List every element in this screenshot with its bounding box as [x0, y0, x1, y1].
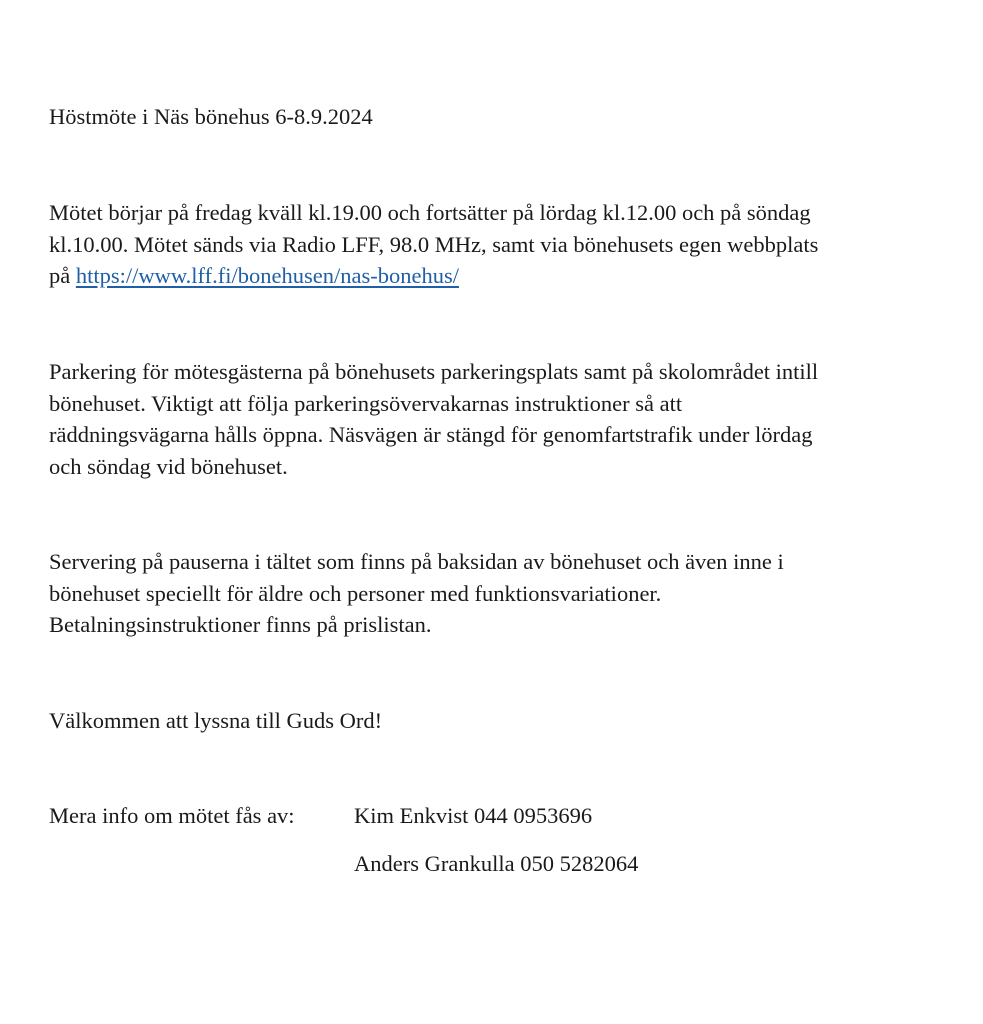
paragraph-line: Parkering för mötesgästerna på bönehusets parkeringsplats samt på skolområdet intill — [49, 359, 819, 384]
paragraph-line: bönehuset speciellt för äldre och personer med funktionsvariationer. — [49, 580, 662, 606]
contact-person-2: Anders Grankulla 050 5282064 — [354, 851, 639, 876]
document-title: Höstmöte i Näs bönehus 6-8.9.2024 — [49, 104, 373, 129]
paragraph-serving — [49, 546, 784, 641]
paragraph-line — [49, 260, 818, 292]
paragraph-line: bönehuset. Viktigt att följa parkeringsövervakarnas instruktioner så att — [49, 390, 683, 416]
contact-label: Mera info om mötet fås av: — [49, 803, 295, 828]
paragraph-line: räddningsvägarna hålls öppna. Näsvägen är stängd för genomfartstrafik under lördag — [49, 422, 813, 447]
paragraph-line: och söndag vid bönehuset. — [49, 453, 288, 479]
paragraph-line: kl.10.00. Mötet sänds via Radio LFF, 98.0 MHz, samt via bönehusets egen webbplats — [49, 231, 819, 257]
paragraph-meeting-times — [49, 197, 818, 292]
link-prefix: på — [49, 263, 76, 288]
paragraph-line: Servering på pauserna i tältet som finns på baksidan av bönehuset och även inne i — [49, 549, 784, 574]
paragraph-parking — [49, 356, 818, 482]
paragraph-line: Betalningsinstruktioner finns på prislistan. — [49, 612, 432, 637]
webpage-link[interactable]: https://www.lff.fi/bonehusen/nas-bonehus/ — [75, 263, 459, 288]
contact-person-1: Kim Enkvist 044 0953696 — [354, 803, 593, 828]
welcome-text: Välkommen att lyssna till Guds Ord! — [49, 708, 383, 733]
paragraph-line: Mötet börjar på fredag kväll kl.19.00 och fortsätter på lördag kl.12.00 och på söndag — [49, 200, 811, 225]
